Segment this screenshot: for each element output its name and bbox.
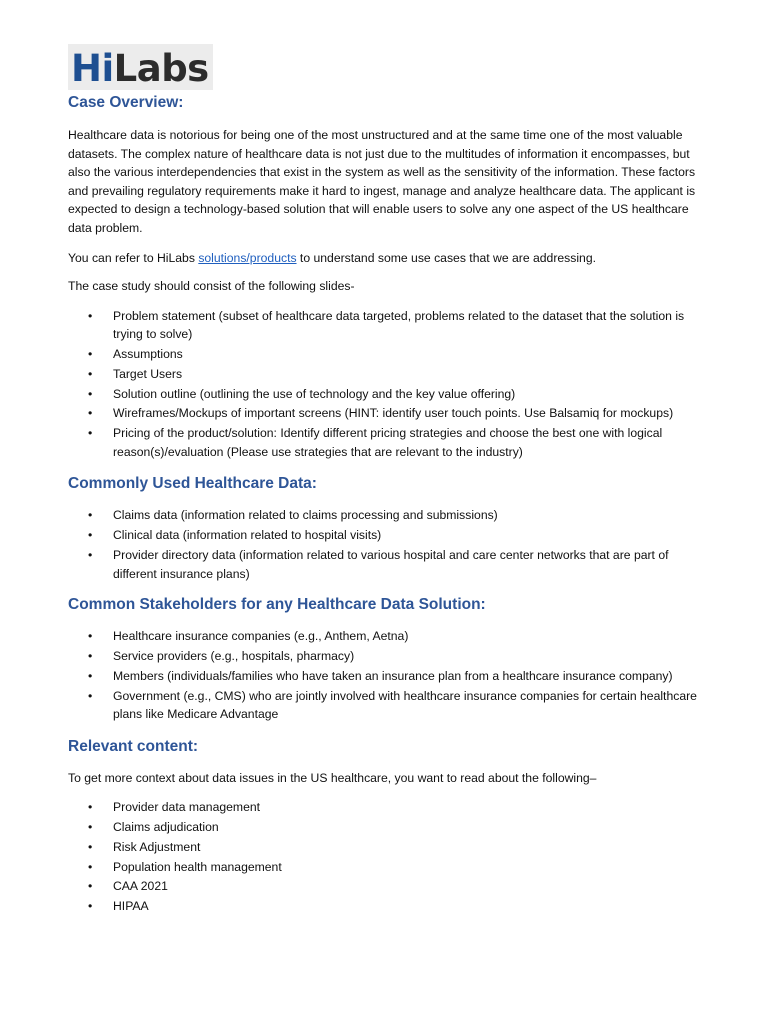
bullet-icon: •	[88, 548, 93, 562]
bullet-icon: •	[88, 899, 93, 914]
list-item-text: Provider directory data (information related to various hospital and care center networks that are part of different insurance plans)	[113, 548, 669, 581]
list-item-text: Risk Adjustment	[113, 839, 201, 854]
list-item	[68, 897, 708, 916]
document-page	[68, 44, 708, 917]
list-item-text: Healthcare insurance companies (e.g., Anthem, Aetna)	[113, 629, 409, 644]
stakeholders-heading: Common Stakeholders for any Healthcare Data Solution:	[68, 596, 486, 614]
slides-list	[68, 307, 708, 462]
bullet-icon: •	[88, 528, 93, 543]
bullet-icon: •	[88, 648, 93, 663]
solutions-products-link[interactable]: solutions/products	[198, 250, 297, 265]
list-item	[68, 506, 708, 525]
relevant-content-paragraph: To get more context about data issues in the US healthcare, you want to read about the following–	[68, 770, 597, 785]
list-item-text: Wireframes/Mockups of important screens (HINT: identify user touch points. Use Balsamiq for mockups)	[113, 406, 674, 421]
refer-text-before: You can refer to HiLabs	[68, 250, 199, 265]
logo-labs-text: Labs	[113, 47, 209, 90]
list-item-text: Government (e.g., CMS) who are jointly involved with healthcare insurance companies for certain healthcare plans like Medicare Advantage	[113, 688, 697, 722]
bullet-icon: •	[88, 688, 93, 703]
refer-paragraph	[68, 249, 708, 268]
list-item	[68, 838, 708, 857]
logo-hi-text: Hi	[71, 47, 114, 90]
hilabs-logo	[68, 44, 213, 90]
commonly-used-list	[68, 506, 708, 583]
list-item-text: Service providers (e.g., hospitals, pharmacy)	[113, 648, 355, 663]
list-item-text: Assumptions	[113, 347, 183, 362]
list-item	[68, 818, 708, 837]
list-item	[68, 687, 708, 724]
list-item-text: CAA 2021	[113, 879, 168, 894]
list-item-text: Problem statement (subset of healthcare data targeted, problems related to the dataset that the solution is trying to solve)	[113, 308, 685, 342]
list-item	[68, 404, 708, 423]
list-item	[68, 667, 708, 686]
relevant-content-list	[68, 798, 708, 916]
bullet-icon: •	[88, 508, 93, 523]
list-item	[68, 385, 708, 404]
bullet-icon: •	[88, 426, 93, 441]
list-item-text: Claims data (information related to claims processing and submissions)	[113, 508, 498, 523]
list-item	[68, 365, 708, 384]
bullet-icon: •	[88, 386, 93, 401]
bullet-icon: •	[88, 629, 93, 644]
list-item-text: Target Users	[113, 366, 183, 381]
list-item-text: Population health management	[113, 859, 282, 874]
bullet-icon: •	[88, 820, 93, 835]
list-item	[68, 647, 708, 666]
list-item	[68, 858, 708, 877]
list-item-text: Solution outline (outlining the use of technology and the key value offering)	[113, 386, 516, 401]
relevant-content-heading: Relevant content:	[68, 737, 199, 755]
bullet-icon: •	[88, 668, 93, 683]
case-overview-heading: Case Overview:	[68, 94, 184, 111]
bullet-icon: •	[88, 800, 93, 815]
bullet-icon: •	[88, 406, 93, 421]
list-item	[68, 877, 708, 896]
commonly-used-heading: Commonly Used Healthcare Data:	[68, 475, 317, 493]
case-overview-paragraph: Healthcare data is notorious for being one of the most unstructured and at the same time one of the most valuable datasets. The complex nature of healthcare data is not just due to the multitudes of information it encompasses, but also the various interdependencies that exist in the system as well as the sensitivity of the information. These factors and prevailing regulatory requirements make it hard to ingest, manage and analyze healthcare data. The applicant is expected to design a technology-based solution that will enable users to solve any one aspect of the US healthcare data problem.	[68, 128, 696, 235]
list-item	[68, 627, 708, 646]
bullet-icon: •	[88, 347, 93, 362]
list-item	[68, 424, 708, 461]
list-item-text: Provider data management	[113, 800, 261, 815]
slides-intro: The case study should consist of the following slides-	[68, 279, 355, 294]
bullet-icon: •	[88, 366, 93, 381]
list-item	[68, 345, 708, 364]
list-item-text: Members (individuals/families who have taken an insurance plan from a healthcare insurance company)	[113, 668, 673, 683]
list-item-text: Claims adjudication	[113, 820, 219, 835]
bullet-icon: •	[88, 859, 93, 874]
bullet-icon: •	[88, 839, 93, 854]
bullet-icon: •	[88, 308, 93, 323]
list-item	[68, 798, 708, 817]
bullet-icon: •	[88, 879, 93, 894]
list-item-text: Pricing of the product/solution: Identify different pricing strategies and choose the best one with logical reason(s)/evaluation (Please use strategies that are relevant to the industry)	[113, 426, 663, 459]
list-item	[68, 546, 708, 583]
list-item	[68, 307, 708, 344]
stakeholders-list	[68, 627, 708, 724]
list-item-text: HIPAA	[113, 899, 149, 914]
refer-text-after: to understand some use cases that we are addressing.	[296, 250, 596, 265]
list-item-text: Clinical data (information related to hospital visits)	[113, 528, 382, 543]
list-item	[68, 526, 708, 545]
